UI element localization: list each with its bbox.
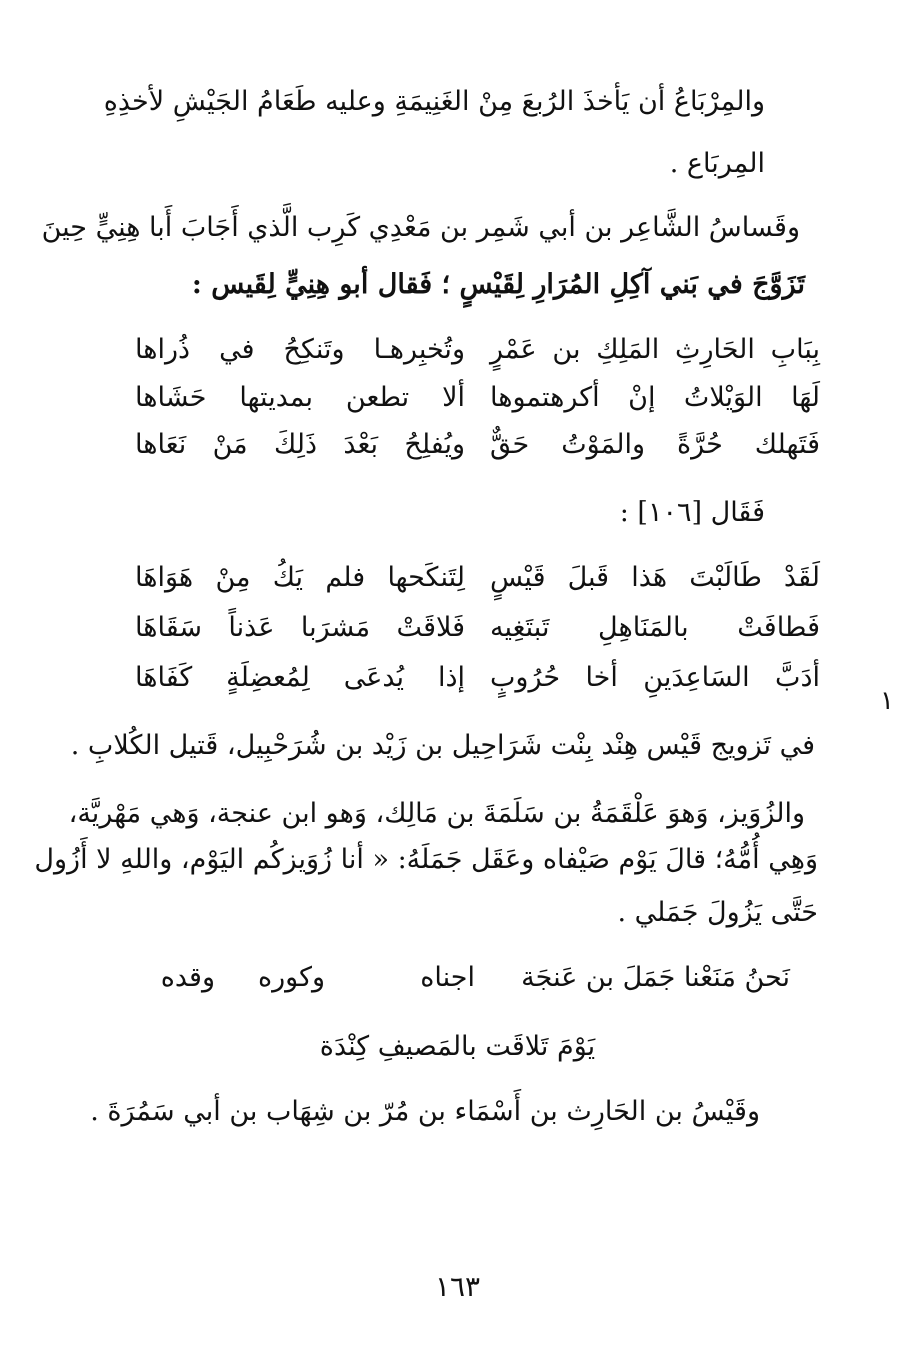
paragraph-line: تَزَوَّجَ في بَني آكِلِ المُرَارِ لِقَيْسٍ ؛ فَقال أبو هِنِيٍّ لِقَيس : bbox=[191, 269, 805, 300]
verse-hemistich-first: أدَبَّ السَاعِدَينِ أخا حُرُوبٍ bbox=[490, 662, 820, 693]
verse-hemistich-first: لَهَا الوَيْلاتُ إنْ أكرهتموها bbox=[490, 382, 820, 413]
paragraph-line: حَتَّى يَزُولَ جَمَلي . bbox=[617, 897, 818, 928]
verse-word: اجناه bbox=[420, 962, 475, 993]
verse-hemistich-second: فَلاقَتْ مَشرَبا عَذناً سَقَاهَا bbox=[135, 612, 465, 643]
paragraph-line: في تَزويج قَيْس هِنْد بِنْت شَرَاحِيل بن زَيْد بن شُرَحْبِيل، قَتيل الكُلابِ . bbox=[70, 730, 815, 761]
verse-word: وقده bbox=[160, 962, 215, 993]
verse-hemistich-second: ألا تطعن بمديتها حَشَاها bbox=[135, 382, 465, 413]
verse-word: نَحنُ مَنَعْنا جَمَلَ بن عَنجَة bbox=[521, 962, 790, 993]
page-number: ١٦٣ bbox=[434, 1270, 481, 1303]
verse-hemistich-first: لَقَدْ طَالَبْتَ هَذا قَبلَ قَيْسٍ bbox=[490, 562, 820, 593]
verse-hemistich-second: ويُفلِحُ بَعْدَ ذَلِكَ مَنْ نَعَاها bbox=[135, 429, 465, 460]
paragraph-line: وقَساسُ الشَّاعِر بن أبي شَمِر بن مَعْدِي كَرِب الَّذي أَجَابَ أَبا هِنِيٍّ حِينَ bbox=[41, 212, 800, 243]
paragraph-line: وَهِي أُمُّهُ؛ قالَ يَوْم صَيْفاه وعَقَل جَمَلَهُ: « أنا زُوَيزكُم اليَوْم، واللهِ لا أَزُول bbox=[34, 844, 818, 875]
margin-note: ١ bbox=[880, 686, 894, 716]
verse-word: وكوره bbox=[257, 962, 325, 993]
verse-hemistich-first: فَطافَتْ بالمَنَاهِلِ تَبتَغِيه bbox=[490, 612, 820, 643]
paragraph-line: المِربَاع . bbox=[669, 148, 765, 179]
paragraph-line: وقَيْسُ بن الحَارِث بن أَسْمَاء بن مُرّ بن شِهَاب بن أبي سَمُرَةَ . bbox=[90, 1096, 760, 1127]
verse-line: يَوْمَ تَلاقَت بالمَصيفِ كِنْدَة bbox=[319, 1031, 596, 1062]
verse-hemistich-first: فَتَهلك حُرَّةً والمَوْتُ حَقٌّ bbox=[490, 429, 820, 460]
verse-hemistich-second: وتُخبِرهـا وتَنكِحُ في ذُراها bbox=[135, 334, 465, 365]
verse-hemistich-second: لِتَنكَحها فلم يَكُ مِنْ هَوَاهَا bbox=[135, 562, 465, 593]
paragraph-line: والزُوَيز، وَهوَ عَلْقَمَةُ بن سَلَمَةَ بن مَالِك، وَهو ابن عنجة، وَهي مَهْريَّة، bbox=[68, 798, 805, 829]
qala-line: فَقَال [١٠٦] : bbox=[619, 497, 765, 528]
verse-hemistich-first: بِبَابِ الحَارِثِ المَلِكِ بن عَمْرٍ bbox=[490, 334, 820, 365]
paragraph-line: والمِرْبَاعُ أن يَأخذَ الرُبعَ مِنْ الغَنِيمَةِ وعليه طَعَامُ الجَيْشِ لأخذِهِ bbox=[103, 86, 765, 117]
verse-hemistich-second: إذا يُدعَى لِمُعضِلَةٍ كَفَاهَا bbox=[135, 662, 465, 693]
